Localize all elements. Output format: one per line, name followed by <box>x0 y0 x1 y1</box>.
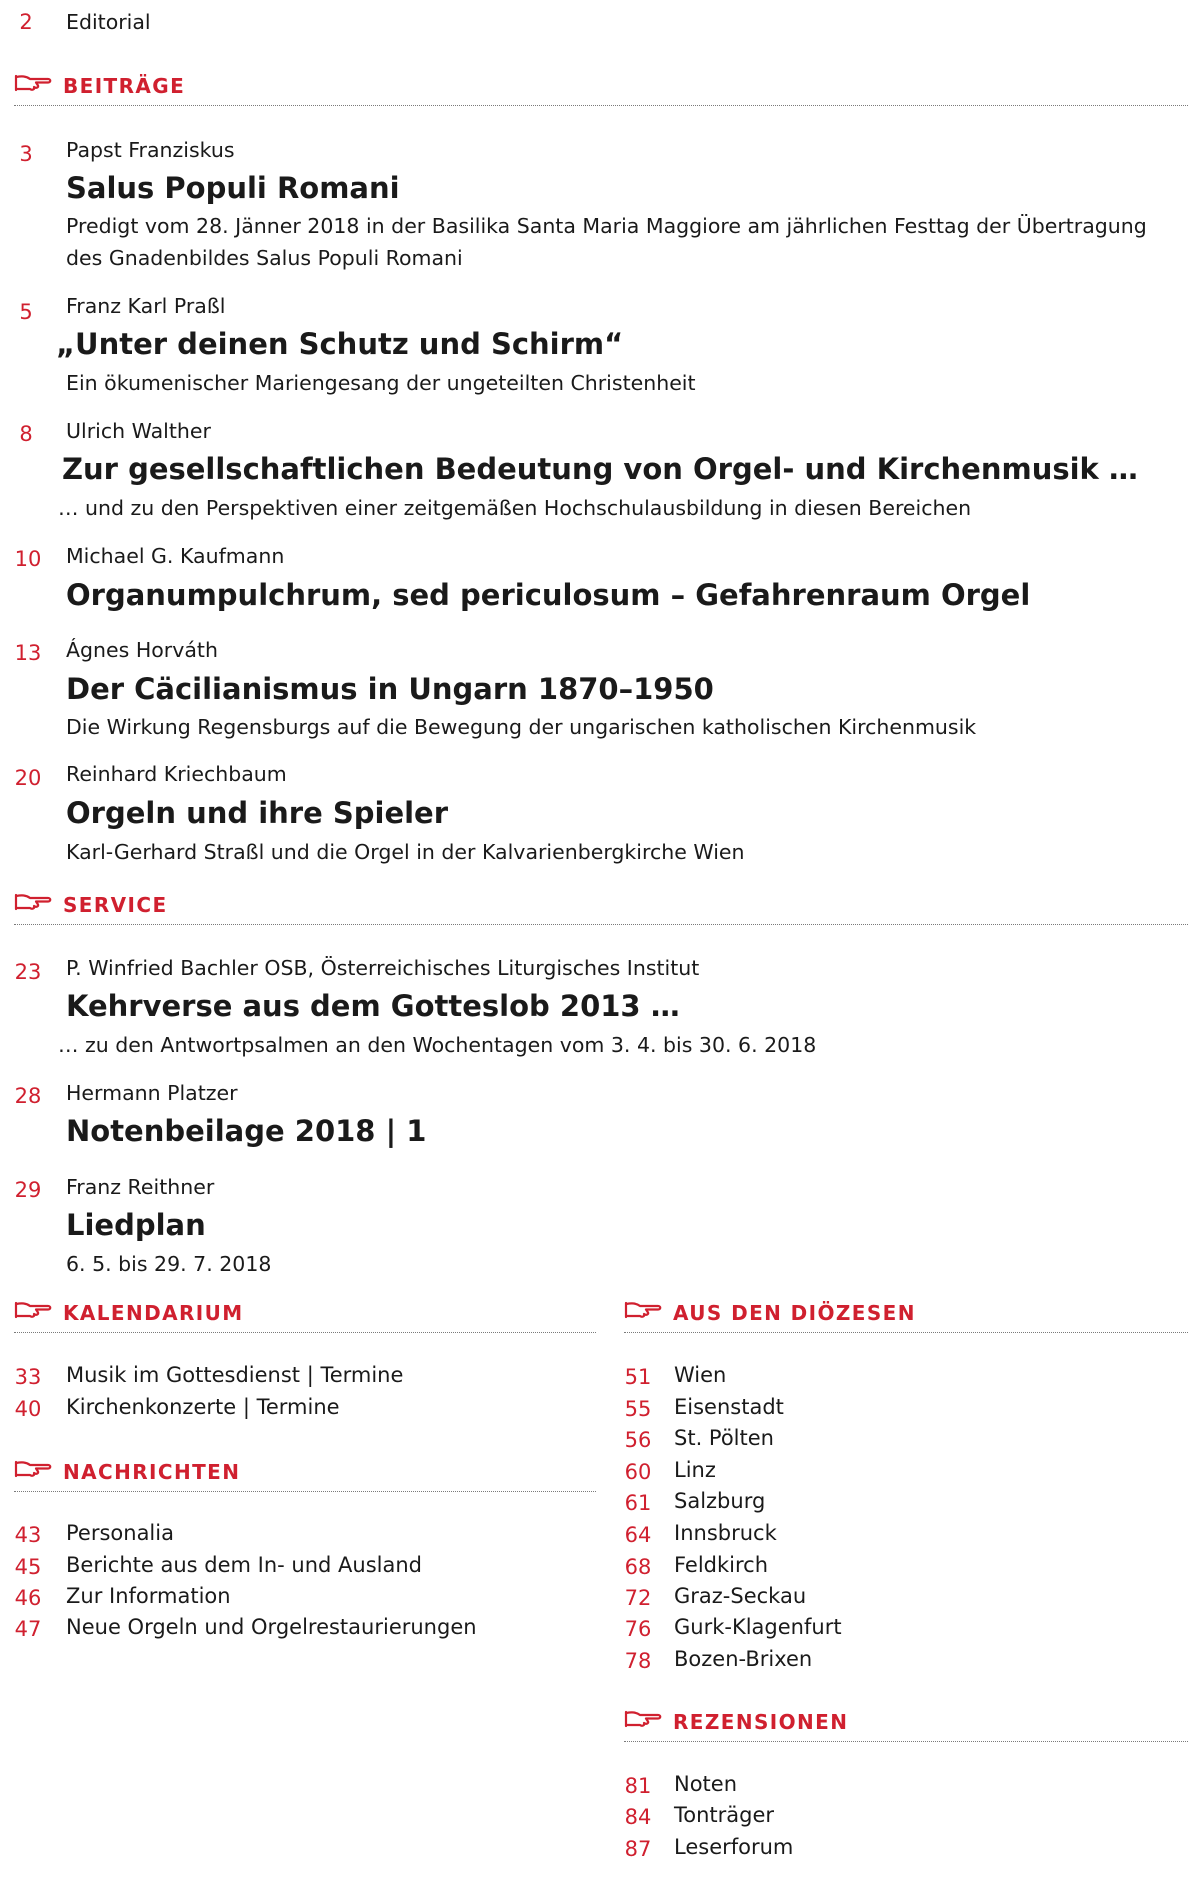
page-number: 45 <box>14 1555 42 1579</box>
page-number: 40 <box>14 1397 42 1421</box>
page-number: 60 <box>624 1460 652 1484</box>
entry-label: Graz-Seckau <box>674 1584 807 1608</box>
page-number: 56 <box>624 1428 652 1452</box>
article-subtitle: … zu den Antwortpsalmen an den Wochentagen vom 3. 4. bis 30. 6. 2018 <box>58 1033 817 1057</box>
article-subtitle: Ein ökumenischer Mariengesang der ungeteilten Christenheit <box>66 371 696 395</box>
section-header-kalendarium <box>14 1300 596 1334</box>
page-number: 81 <box>624 1774 652 1798</box>
article-author: Papst Franziskus <box>66 138 235 162</box>
pointing-hand-icon <box>624 1300 662 1320</box>
entry-label: Salzburg <box>674 1489 766 1513</box>
page-number: 87 <box>624 1837 652 1861</box>
page-number: 29 <box>14 1178 42 1202</box>
page-number: 2 <box>19 10 33 34</box>
entry-label: Berichte aus dem In- und Ausland <box>66 1553 422 1577</box>
page-number: 46 <box>14 1586 42 1610</box>
page-number: 33 <box>14 1365 42 1389</box>
entry-label: Zur Information <box>66 1584 231 1608</box>
section-divider <box>624 1332 1188 1333</box>
article-subtitle: Karl-Gerhard Straßl und die Orgel in der Kalvarienbergkirche Wien <box>66 840 745 864</box>
page-number: 72 <box>624 1586 652 1610</box>
article-title[interactable]: Notenbeilage 2018 | 1 <box>66 1114 427 1148</box>
article-title[interactable]: Zur gesellschaftlichen Bedeutung von Orgel- und Kirchenmusik … <box>62 452 1138 486</box>
article-subtitle: … und zu den Perspektiven einer zeitgemäßen Hochschulausbildung in diesen Bereichen <box>58 496 972 520</box>
entry-label: Musik im Gottesdienst | Termine <box>66 1363 404 1387</box>
page-number: 78 <box>624 1649 652 1673</box>
article-title[interactable]: Der Cäcilianismus in Ungarn 1870–1950 <box>66 672 714 706</box>
entry-label: Wien <box>674 1363 727 1387</box>
entry-label: Leserforum <box>674 1835 794 1859</box>
page-number: 51 <box>624 1365 652 1389</box>
article-author: P. Winfried Bachler OSB, Österreichisches Liturgisches Institut <box>66 956 700 980</box>
article-subtitle: Predigt vom 28. Jänner 2018 in der Basilika Santa Maria Maggiore am jährlichen Festtag der Übertragung des Gnadenbildes Salus Populi Romani <box>66 214 1147 270</box>
article-author: Franz Karl Praßl <box>66 294 226 318</box>
pointing-hand-icon <box>624 1709 662 1729</box>
entry-label: Kirchenkonzerte | Termine <box>66 1395 340 1419</box>
entry-label: Linz <box>674 1458 716 1482</box>
section-title: SERVICE <box>63 893 168 917</box>
page-number: 64 <box>624 1523 652 1547</box>
pointing-hand-icon <box>14 1459 52 1479</box>
toc-entry-editorial[interactable]: Editorial <box>66 10 151 34</box>
page-number: 13 <box>14 641 42 665</box>
page-number: 47 <box>14 1617 42 1641</box>
section-divider <box>14 105 1188 106</box>
section-header-nachrichten <box>14 1459 596 1493</box>
page-number: 3 <box>19 142 33 166</box>
entry-label: Innsbruck <box>674 1521 777 1545</box>
article-author: Hermann Platzer <box>66 1081 238 1105</box>
article-title[interactable]: „Unter deinen Schutz und Schirm“ <box>56 327 624 361</box>
page-number: 10 <box>14 547 42 571</box>
article-title[interactable]: Salus Populi Romani <box>66 171 400 205</box>
section-header-dioezesen <box>624 1300 1188 1334</box>
page-number: 28 <box>14 1084 42 1108</box>
page-number: 76 <box>624 1617 652 1641</box>
page-number: 61 <box>624 1491 652 1515</box>
entry-label: Gurk-Klagenfurt <box>674 1615 842 1639</box>
page-number: 84 <box>624 1805 652 1829</box>
entry-label: Eisenstadt <box>674 1395 784 1419</box>
article-title[interactable]: Kehrverse aus dem Gotteslob 2013 … <box>66 989 680 1023</box>
section-divider <box>14 1332 596 1333</box>
section-divider <box>14 1491 596 1492</box>
article-author: Ulrich Walther <box>66 419 211 443</box>
pointing-hand-icon <box>14 1300 52 1320</box>
article-author: Ágnes Horváth <box>66 638 218 662</box>
entry-label: St. Pölten <box>674 1426 774 1450</box>
page-number: 55 <box>624 1397 652 1421</box>
article-title[interactable]: Organumpulchrum, sed periculosum – Gefahrenraum Orgel <box>66 578 1031 612</box>
section-title: NACHRICHTEN <box>63 1460 241 1484</box>
entry-label: Noten <box>674 1772 738 1796</box>
entry-label: Personalia <box>66 1521 174 1545</box>
page-number: 8 <box>19 422 33 446</box>
section-divider <box>624 1741 1188 1742</box>
section-header-service <box>14 892 1188 926</box>
page-number: 23 <box>14 960 42 984</box>
article-author: Michael G. Kaufmann <box>66 544 285 568</box>
entry-label: Tonträger <box>674 1803 775 1827</box>
section-header-rezensionen <box>624 1709 1188 1743</box>
article-subtitle: Die Wirkung Regensburgs auf die Bewegung der ungarischen katholischen Kirchenmusik <box>66 715 977 739</box>
entry-label: Neue Orgeln und Orgelrestaurierungen <box>66 1615 477 1639</box>
article-title[interactable]: Orgeln und ihre Spieler <box>66 796 449 830</box>
page-number: 5 <box>19 300 33 324</box>
section-title: REZENSIONEN <box>673 1710 849 1734</box>
section-title: KALENDARIUM <box>63 1301 244 1325</box>
section-divider <box>14 924 1188 925</box>
pointing-hand-icon <box>14 73 52 93</box>
entry-label: Bozen-Brixen <box>674 1647 813 1671</box>
article-subtitle: 6. 5. bis 29. 7. 2018 <box>66 1252 272 1276</box>
section-header-beitraege <box>14 73 1188 107</box>
section-title: AUS DEN DIÖZESEN <box>673 1301 916 1325</box>
article-author: Reinhard Kriechbaum <box>66 762 287 786</box>
page-number: 43 <box>14 1523 42 1547</box>
section-title: BEITRÄGE <box>63 74 186 98</box>
article-title[interactable]: Liedplan <box>66 1208 206 1242</box>
entry-label: Feldkirch <box>674 1553 769 1577</box>
page-number: 20 <box>14 766 42 790</box>
article-author: Franz Reithner <box>66 1175 215 1199</box>
page-number: 68 <box>624 1555 652 1579</box>
pointing-hand-icon <box>14 892 52 912</box>
